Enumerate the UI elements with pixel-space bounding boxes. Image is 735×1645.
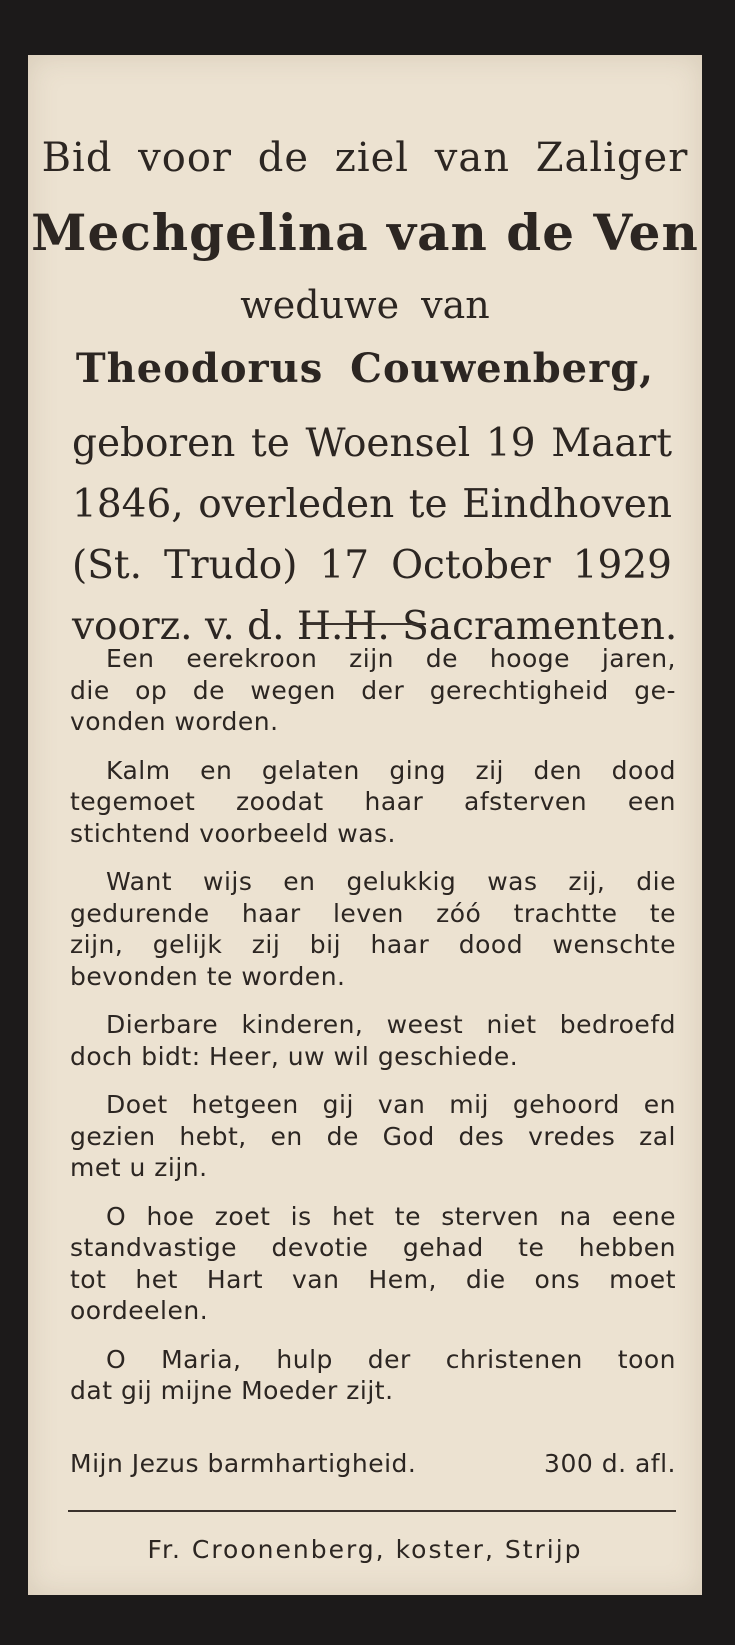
- spouse-name: Theodorus Couwenberg,: [75, 345, 655, 392]
- verse-line: die op de wegen der gerechtigheid ge-: [70, 675, 676, 705]
- widow-of-line: weduwe van: [240, 283, 490, 327]
- divider: [300, 623, 426, 625]
- verse-line: O hoe zoet is het te sterven na eene: [106, 1201, 676, 1231]
- verse-line: tegemoet zoodat haar afsterven een: [70, 787, 676, 816]
- biography-line: 1846, overleden te Eindhoven: [72, 482, 672, 527]
- verse-line: Want wijs en gelukkig was zij, die: [106, 867, 676, 896]
- verse: [70, 755, 676, 850]
- verse-line: standvastige devotie gehad te hebben: [70, 1233, 676, 1262]
- biography-line: geboren te Woensel 19 Maart: [72, 421, 672, 466]
- verse-line: Kalm en gelaten ging zij den dood: [106, 755, 676, 785]
- indulgence: 300 d. afl.: [544, 1449, 676, 1478]
- verse-line: vonden worden.: [70, 707, 279, 736]
- verse: [70, 643, 676, 738]
- verse-line: oordeelen.: [70, 1296, 209, 1325]
- verse-line: met u zijn.: [70, 1153, 208, 1182]
- verse-line: dat gij mijne Moeder zijt.: [70, 1376, 394, 1405]
- verse-line: Dierbare kinderen, weest niet bedroefd: [106, 1010, 676, 1039]
- prayer-card: [28, 55, 702, 1595]
- verse-line: gedurende haar leven zóó trachtte te: [70, 898, 676, 928]
- verse-line: gezien hebt, en de God des vredes zal: [70, 1121, 676, 1151]
- closing-prayer: Mijn Jezus barmhartigheid.: [70, 1449, 417, 1478]
- verse-line: O Maria, hulp der christenen toon: [106, 1344, 676, 1374]
- biography-line: voorz. v. d. H.H. Sacramenten.: [72, 604, 678, 649]
- verse: [70, 866, 676, 992]
- verses: [70, 643, 676, 1424]
- verse-line: zijn, gelijk zij bij haar dood wenschte: [70, 930, 676, 959]
- bottom-rule: [68, 1510, 676, 1512]
- verse-line: doch bidt: Heer, uw wil geschiede.: [70, 1041, 519, 1071]
- verse: [70, 1089, 676, 1184]
- biography-line: (St. Trudo) 17 October 1929: [72, 543, 672, 588]
- verse-line: Een eerekroon zijn de hooge jaren,: [106, 644, 676, 673]
- printer-credit: Fr. Croonenberg, koster, Strijp: [147, 1535, 583, 1564]
- verse-line: stichtend voorbeeld was.: [70, 818, 397, 848]
- verse: [70, 1009, 676, 1072]
- verse-line: Doet hetgeen gij van mij gehoord en: [106, 1090, 676, 1119]
- prayer-line: Bid voor de ziel van Zaliger: [41, 135, 689, 181]
- verse: [70, 1344, 676, 1407]
- verse-line: tot het Hart van Hem, die ons moet: [70, 1264, 676, 1294]
- biography: [72, 413, 678, 657]
- closing-line: [70, 1449, 676, 1478]
- verse-line: bevonden te worden.: [70, 961, 346, 991]
- deceased-name: Mechgelina van de Ven: [31, 203, 699, 262]
- verse: [70, 1201, 676, 1327]
